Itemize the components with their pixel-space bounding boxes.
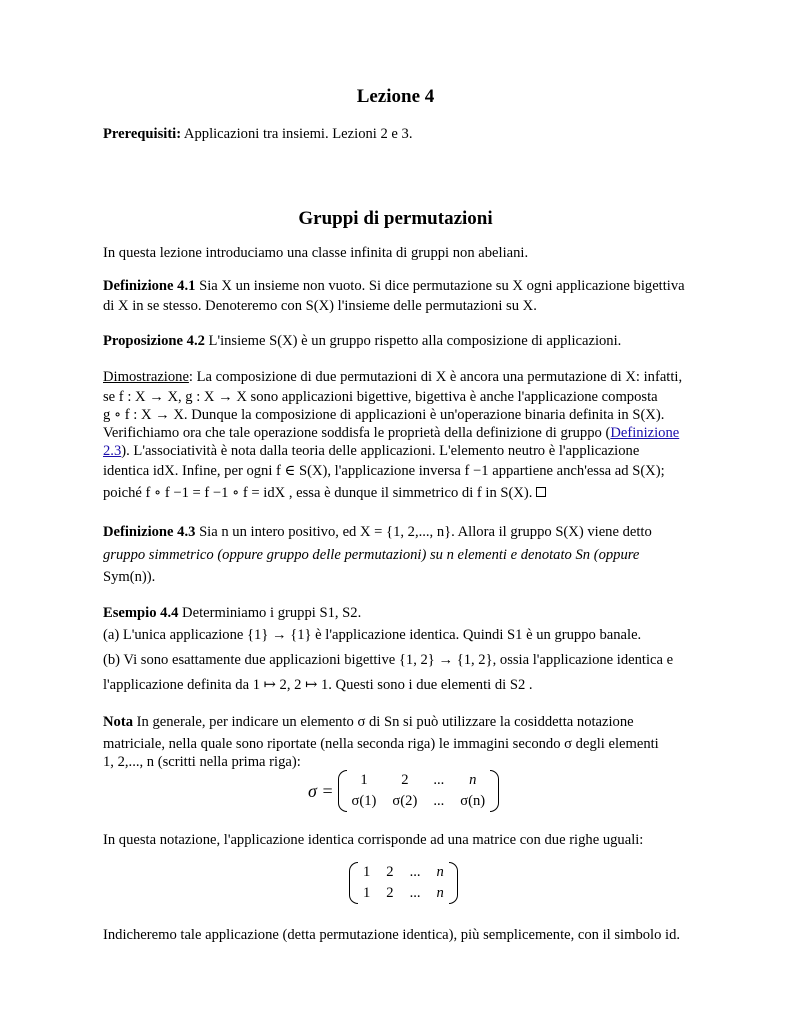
identity-matrix (349, 862, 458, 904)
intro-paragraph: In questa lezione introduciamo una classe infinita di gruppi non abeliani. (103, 245, 529, 261)
def43-text2: gruppo simmetrico (oppure gruppo delle permutazioni) su n elementi e denotato Sn (oppure (103, 547, 640, 563)
prerequisites (103, 124, 688, 145)
matrix-cell: n (436, 864, 444, 880)
matrix-cell: σ(1) (351, 793, 377, 809)
proof-line2: se f : X → X, g : X → X sono applicazioni bigettive, bigettiva è anche l'applicazione composta (103, 389, 658, 405)
def41-line2: di X in se stesso. Denoteremo con S(X) l'insieme delle permutazioni su X. (103, 298, 537, 314)
def43-text1: Sia n un intero positivo, ed X = {1, 2,..., n}. Allora il gruppo S(X) viene detto (195, 524, 652, 540)
prereq-label: Prerequisiti: (103, 126, 182, 142)
matrix-cell: σ(2) (392, 793, 418, 809)
sigma-matrix (308, 770, 499, 812)
nota-text1: In generale, per indicare un elemento σ di Sn si può utilizzare la cosiddetta notazione (133, 714, 634, 730)
closing-text: Indicheremo tale applicazione (detta permutazione identica), più semplicemente, con il simbolo id. (103, 927, 681, 943)
matrix-cell: 2 (386, 885, 394, 901)
lesson-title: Lezione 4 (356, 86, 435, 107)
matrix-cell: 2 (386, 864, 394, 880)
qed-square-icon (536, 487, 546, 497)
def41-text1: Sia X un insieme non vuoto. Si dice permutazione su X ogni applicazione bigettiva (199, 278, 685, 294)
proof-text5: ). L'associatività è nota dalla teoria delle applicazioni. L'elemento neutro è l'applicazione (121, 443, 640, 459)
proof-line5 (103, 441, 688, 462)
section-title: Gruppi di permutazioni (298, 208, 493, 229)
def43-line3: Sym(n)). (103, 569, 156, 585)
ex44-head-text: Determiniamo i gruppi S1, S2. (178, 605, 362, 621)
sigma-lhs: σ = (308, 780, 334, 801)
proof-line1 (103, 367, 688, 388)
prop42 (103, 331, 688, 352)
matrix-cell: 1 (363, 864, 371, 880)
proof-line6: identica idX. Infine, per ogni f ∈ S(X), l'applicazione inversa f −1 appartiene anch'essa ad S(X); (103, 463, 665, 479)
def41-label: Definizione 4.1 (103, 278, 196, 294)
definizione-2-3-link[interactable]: 2.3 (103, 443, 122, 459)
proof-text4: Verifichiamo ora che tale operazione soddisfa le proprietà della definizione di gruppo ( (103, 425, 611, 441)
ex44-label: Esempio 4.4 (103, 605, 179, 621)
matrix-cell: 1 (363, 885, 371, 901)
ex44-a: (a) L'unica applicazione {1} → {1} è l'applicazione identica. Quindi S1 è un gruppo banale. (103, 627, 642, 643)
proof-line3: g ∘ f : X → X. Dunque la composizione di applicazioni è un'operazione binaria definita in S(X). (103, 407, 665, 423)
proof-line7 (103, 483, 688, 504)
prop42-text: L'insieme S(X) è un gruppo rispetto alla composizione di applicazioni. (204, 333, 622, 349)
matrix-cell: 1 (360, 772, 368, 788)
matrix-cell: ... (409, 864, 421, 880)
nota-label: Nota (103, 714, 133, 730)
ex44-b1: (b) Vi sono esattamente due applicazioni bigettive {1, 2} → {1, 2}, ossia l'applicazione identica e (103, 652, 674, 668)
identity-text: In questa notazione, l'applicazione identica corrisponde ad una matrice con due righe uguali: (103, 832, 644, 848)
nota-line1 (103, 712, 688, 733)
prop42-label: Proposizione 4.2 (103, 333, 205, 349)
matrix-cell: σ(n) (460, 793, 486, 809)
nota-line2: matriciale, nella quale sono riportate (nella seconda riga) le immagini secondo σ degli elementi (103, 736, 659, 752)
proof-text1: : La composizione di due permutazioni di X è ancora una permutazione di X: infatti, (188, 369, 683, 385)
def43-line2 (103, 545, 688, 566)
matrix-cell: ... (433, 772, 445, 788)
prereq-text: Applicazioni tra insiemi. Lezioni 2 e 3. (181, 126, 413, 142)
matrix-cell: n (436, 885, 444, 901)
matrix-cell: ... (433, 793, 445, 809)
def43-line1 (103, 522, 688, 543)
ex44-head (103, 603, 688, 624)
proof-text7: poiché f ∘ f −1 = f −1 ∘ f = idX , essa è dunque il simmetrico di f in S(X). (103, 485, 533, 501)
definizione-link[interactable]: Definizione (610, 425, 680, 441)
ex44-b2: l'applicazione definita da 1 ↦ 2, 2 ↦ 1. Questi sono i due elementi di S2 . (103, 677, 533, 693)
def41-line1 (103, 276, 688, 297)
nota-line3: 1, 2,..., n (scritti nella prima riga): (103, 754, 301, 770)
matrix-cell: n (469, 772, 477, 788)
matrix-cell: 2 (401, 772, 409, 788)
def43-label: Definizione 4.3 (103, 524, 196, 540)
proof-label: Dimostrazione (103, 369, 189, 385)
matrix-cell: ... (409, 885, 421, 901)
